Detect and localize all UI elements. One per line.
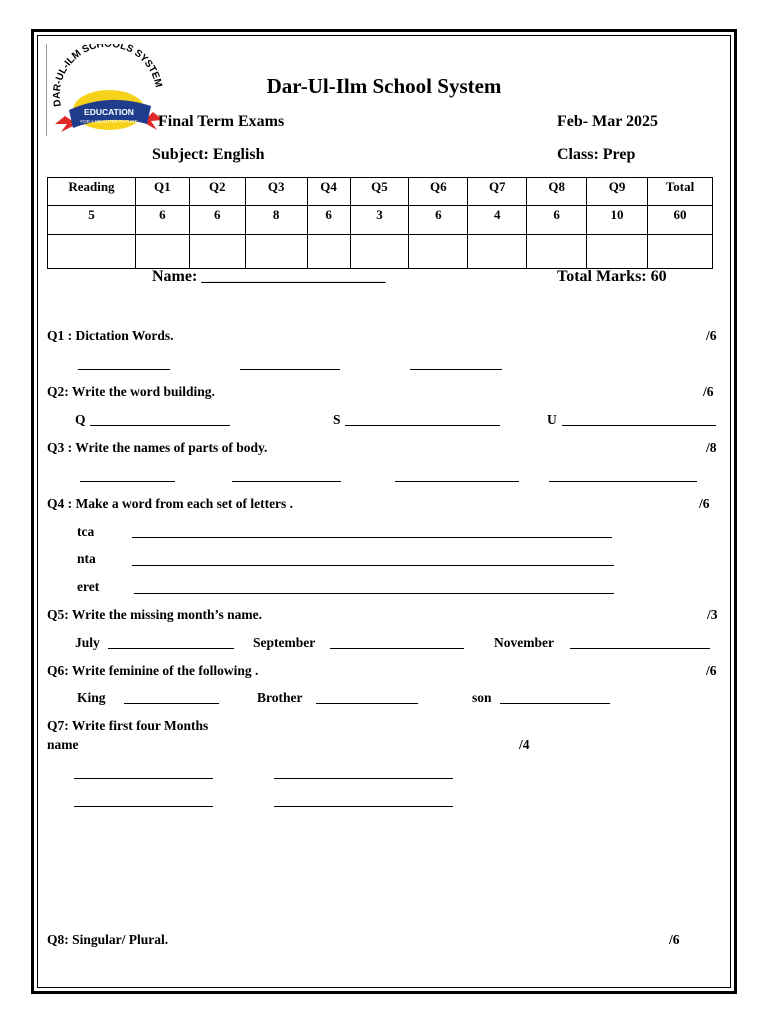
marks-table-obtained-cell[interactable] [468,235,527,269]
marks-table-obtained-cell[interactable] [48,235,136,269]
logo-arc-text: DAR-UL-ILM SCHOOLS SYSTEM [51,44,163,108]
marks-table-header-cell: Reading [48,178,136,206]
q5-month: November [494,635,554,650]
q2-letter: S [333,412,341,427]
q4-marks: /6 [699,496,710,511]
q7-answer-line[interactable] [74,778,213,779]
q1-text: Q1 : Dictation Words. [47,328,174,343]
q3-text: Q3 : Write the names of parts of body. [47,440,268,455]
q7-marks: /4 [519,737,530,752]
q5-answer-line[interactable] [330,648,464,649]
q6-answer-line[interactable] [316,703,418,704]
q4-text: Q4 : Make a word from each set of letters . [47,496,294,511]
marks-table-value-cell: 60 [647,206,712,235]
q7-text: Q7: Write first four Months [47,718,209,733]
q5-answer-line[interactable] [108,648,234,649]
subject-label: Subject: English [152,146,265,163]
marks-table-header-cell: Q3 [245,178,307,206]
q4-letters: nta [77,551,96,566]
logo-ribbon-main: EDUCATION [84,107,134,117]
marks-table-marks-row [48,206,713,235]
marks-table-value-cell: 8 [245,206,307,235]
marks-table-obtained-cell[interactable] [245,235,307,269]
marks-table-value-cell: 3 [350,206,409,235]
q3-answer-line[interactable] [80,481,175,482]
q5-month: September [253,635,316,650]
q7-text-cont: name [47,737,79,752]
marks-table-value-cell: 6 [135,206,189,235]
q4-letters: tca [77,524,95,539]
marks-table-obtained-cell[interactable] [647,235,712,269]
marks-table-header-cell: Q1 [135,178,189,206]
q6-word: Brother [257,690,303,705]
q4-answer-line[interactable] [134,593,614,594]
marks-table-obtained-cell[interactable] [527,235,587,269]
total-marks-label: Total Marks: 60 [557,268,667,285]
q1-answer-line[interactable] [78,369,170,370]
marks-table-value-cell: 10 [587,206,648,235]
student-name-field[interactable]: Name: _______________________ [152,268,386,285]
marks-table-value-cell: 4 [468,206,527,235]
marks-table-value-cell: 6 [307,206,350,235]
class-label: Class: Prep [557,146,636,163]
q6-marks: /6 [706,663,717,678]
marks-table-obtained-row [48,235,713,269]
school-title: Dar-Ul-Ilm School System [266,74,502,98]
marks-table-header-cell: Q9 [587,178,648,206]
q2-text: Q2: Write the word building. [47,384,215,399]
marks-table-header-cell: Q7 [468,178,527,206]
marks-table-obtained-cell[interactable] [307,235,350,269]
q6-word: King [77,690,106,705]
exam-date: Feb- Mar 2025 [557,113,659,130]
q1-marks: /6 [706,328,717,343]
marks-table-obtained-cell[interactable] [350,235,409,269]
q4-answer-line[interactable] [132,565,614,566]
q4-letters: eret [77,579,100,594]
q6-answer-line[interactable] [124,703,219,704]
q1-answer-line[interactable] [240,369,340,370]
q5-marks: /3 [707,607,718,622]
q8-text: Q8: Singular/ Plural. [47,932,169,947]
marks-table [47,177,713,269]
marks-table-obtained-cell[interactable] [587,235,648,269]
q2-answer-line[interactable] [90,425,230,426]
marks-table-value-cell: 6 [409,206,468,235]
q6-answer-line[interactable] [500,703,610,704]
marks-table-header-cell: Q6 [409,178,468,206]
q3-answer-line[interactable] [395,481,519,482]
q1-answer-line[interactable] [410,369,502,370]
logo-ribbon-sub: FOR A BRIGHTER FUTURE [80,119,138,124]
q3-answer-line[interactable] [232,481,341,482]
marks-table-header-cell: Q8 [527,178,587,206]
marks-table-obtained-cell[interactable] [409,235,468,269]
q2-letter: Q [75,412,86,427]
q8-marks: /6 [669,932,680,947]
q6-word: son [472,690,492,705]
marks-table-header-cell: Total [647,178,712,206]
q7-answer-line[interactable] [274,806,453,807]
marks-table-header-cell: Q2 [189,178,245,206]
q3-marks: /8 [706,440,717,455]
marks-table-obtained-cell[interactable] [135,235,189,269]
q5-month: July [75,635,100,650]
marks-table-header-cell: Q5 [350,178,409,206]
q2-letter: U [547,412,557,427]
q2-answer-line[interactable] [345,425,500,426]
marks-table-header-row [48,178,713,206]
q2-answer-line[interactable] [562,425,716,426]
q4-answer-line[interactable] [132,537,612,538]
exam-title: Final Term Exams [158,113,285,130]
q7-answer-line[interactable] [74,806,213,807]
marks-table-obtained-cell[interactable] [189,235,245,269]
q7-answer-line[interactable] [274,778,453,779]
q2-marks: /6 [703,384,714,399]
q6-text: Q6: Write feminine of the following . [47,663,259,678]
marks-table-header-cell: Q4 [307,178,350,206]
marks-table-value-cell: 5 [48,206,136,235]
q5-text: Q5: Write the missing month’s name. [47,607,262,622]
marks-table-value-cell: 6 [527,206,587,235]
marks-table-value-cell: 6 [189,206,245,235]
q3-answer-line[interactable] [549,481,697,482]
q5-answer-line[interactable] [570,648,710,649]
